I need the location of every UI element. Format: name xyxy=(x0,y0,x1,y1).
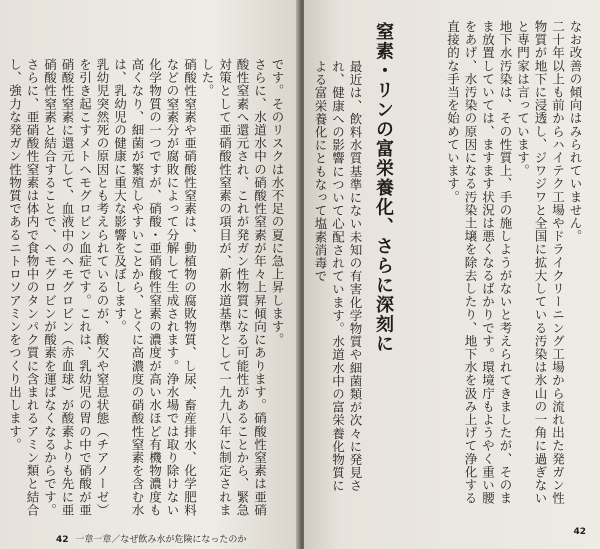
right-page-number: 42 xyxy=(573,527,586,537)
left-page-footer xyxy=(56,532,246,545)
section-heading: 窒素・リンの富栄養化、さらに深刻に xyxy=(373,22,394,354)
left-page-body-text: です。そのリスクは水不足の夏に急上昇します。 さらに、水道水中の硝酸性窒素が年々上昇傾向にあります。硝酸性窒素は亜硝酸性窒素へ還元され、これが発ガン性物質になる可能性があることから、緊急対策として亜硝酸性窒素の項目が、新水道基準として一九九八年に制定されました。 硝酸性窒素や亜硝酸性窒素は、動植物の腐敗物質、し尿、畜産排水、化学肥料などの窒素分が腐敗によって分解して生成されます。浄水場では取り除けない化学物質の一つですが、硝酸・亜硝酸性窒素の濃度が高い水ほど有機物濃度も高くなり、細菌が繁殖しやすいことから、とくに高濃度の硝酸性窒素を含む水は、乳幼児の健康に重大な影響を及ぼします。 乳幼児突然死の原因とも考えられているのが、酸欠や窒息状態（チアノーゼ）を引き起こすメトヘモグロビン血症です。これは、乳幼児の胃の中で硝酸が亜硝酸性窒素に還元して、血液中のヘモグロビン（赤血球）が酸素よりも先に亜硝酸性窒素と結合することで、ヘモグロビンが酸素を運ばなくなるからです。さらに、亜硝酸性窒素は体内で食物中のタンパク質に含まれるアミン類と結合し、強力な発ガン性物質であるニトロソアミンをつくり出します。 xyxy=(7,58,285,517)
running-footer-chapter: 一章一章／なぜ飲み水が危険になったのか xyxy=(75,535,247,545)
right-page-section-intro: 最近は、飲料水質基準にない未知の有害化学物質や細菌類が次々に発見され、健康への影響について心配されています。水道水中の富栄養化物質による富栄養化にともなって塩素消毒で xyxy=(313,60,363,493)
right-page-body-text: なお改善の傾向はみられていません。 二十年以上も前からハイテク工場やドライクリーニング工場から流れ出た発ガン性物質が地下に浸透し、ジワジワと全国に拡大している汚染は氷山の一角に過ぎないと専門家は言っています。 地下水汚染は、その性質上、手の施しようがないと考えられてきましたが、そのまま放置していては、ますます状況は悪くなるばかりです。環境庁もようやく重い腰をあげ、水汚染の原因になる汚染土壌を除去したり、地下水を汲み上げて浄化する直接的な手当を始めています。 xyxy=(445,20,583,505)
right-page xyxy=(304,0,600,549)
left-page-number: 42 xyxy=(56,535,69,545)
